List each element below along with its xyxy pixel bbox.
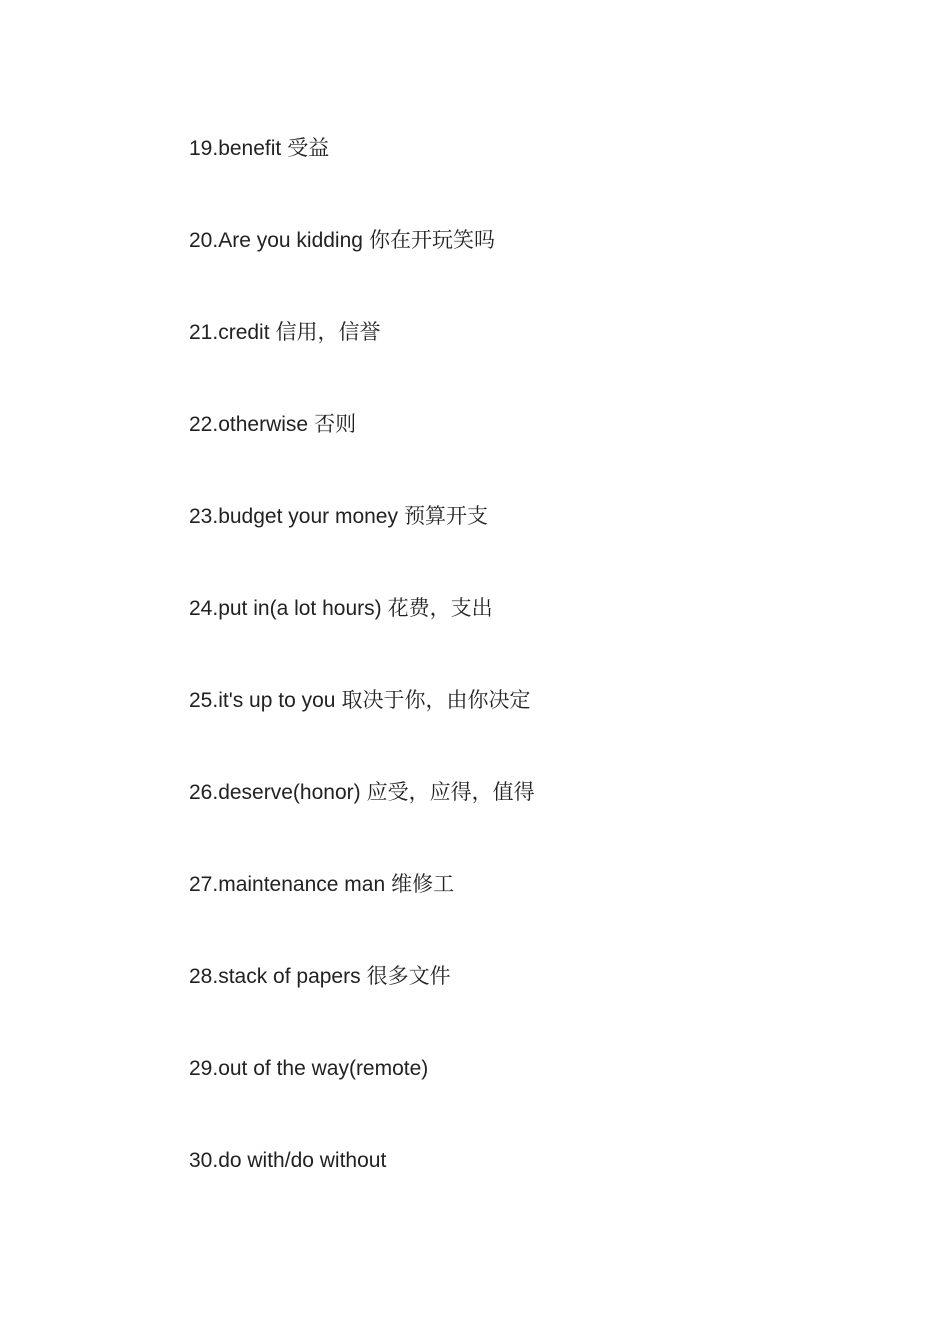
list-item [189, 502, 535, 594]
entry-number: 22. [189, 413, 219, 436]
entry-chinese: 取决于你，由你决定 [341, 689, 531, 712]
entry-chinese: 否则 [314, 413, 357, 436]
entry-number: 27. [189, 873, 219, 896]
entry-number: 20. [189, 229, 219, 252]
list-item [189, 962, 535, 1054]
entry-chinese: 受益 [287, 137, 330, 160]
entry-chinese: 应受，应得，值得 [366, 781, 535, 804]
entry-number: 19. [189, 137, 219, 160]
entry-number: 26. [189, 781, 219, 804]
entry-number: 29. [189, 1057, 219, 1080]
entry-english: maintenance man [218, 873, 386, 896]
entry-number: 23. [189, 505, 219, 528]
entry-english: credit [218, 321, 270, 344]
entry-number: 24. [189, 597, 219, 620]
entry-chinese: 信用，信誉 [275, 321, 381, 344]
list-item [189, 318, 535, 410]
entry-english: it's up to you [218, 689, 336, 712]
entry-chinese: 维修工 [391, 873, 455, 896]
list-item [189, 778, 535, 870]
entry-number: 21. [189, 321, 219, 344]
entry-number: 30. [189, 1149, 219, 1172]
entry-english: otherwise [218, 413, 309, 436]
entry-chinese: 很多文件 [366, 965, 451, 988]
entry-english: budget your money [218, 505, 398, 528]
vocabulary-list [189, 134, 535, 1238]
entry-chinese: 预算开支 [404, 505, 488, 528]
entry-english: do with/do without [218, 1149, 387, 1172]
list-item [189, 594, 535, 686]
entry-english: benefit [218, 137, 282, 160]
list-item [189, 226, 535, 318]
list-item [189, 870, 535, 962]
list-item [189, 686, 535, 778]
list-item [189, 410, 535, 502]
entry-chinese: 你在开玩笑吗 [368, 229, 495, 252]
entry-english: put in(a lot hours) [218, 597, 382, 620]
list-item [189, 1054, 535, 1146]
entry-english: Are you kidding [218, 229, 363, 252]
entry-number: 28. [189, 965, 219, 988]
list-item [189, 134, 535, 226]
entry-number: 25. [189, 689, 219, 712]
entry-english: stack of papers [218, 965, 361, 988]
list-item [189, 1146, 535, 1238]
entry-english: deserve(honor) [218, 781, 361, 804]
entry-english: out of the way(remote) [218, 1057, 429, 1080]
entry-chinese: 花费，支出 [387, 597, 493, 620]
